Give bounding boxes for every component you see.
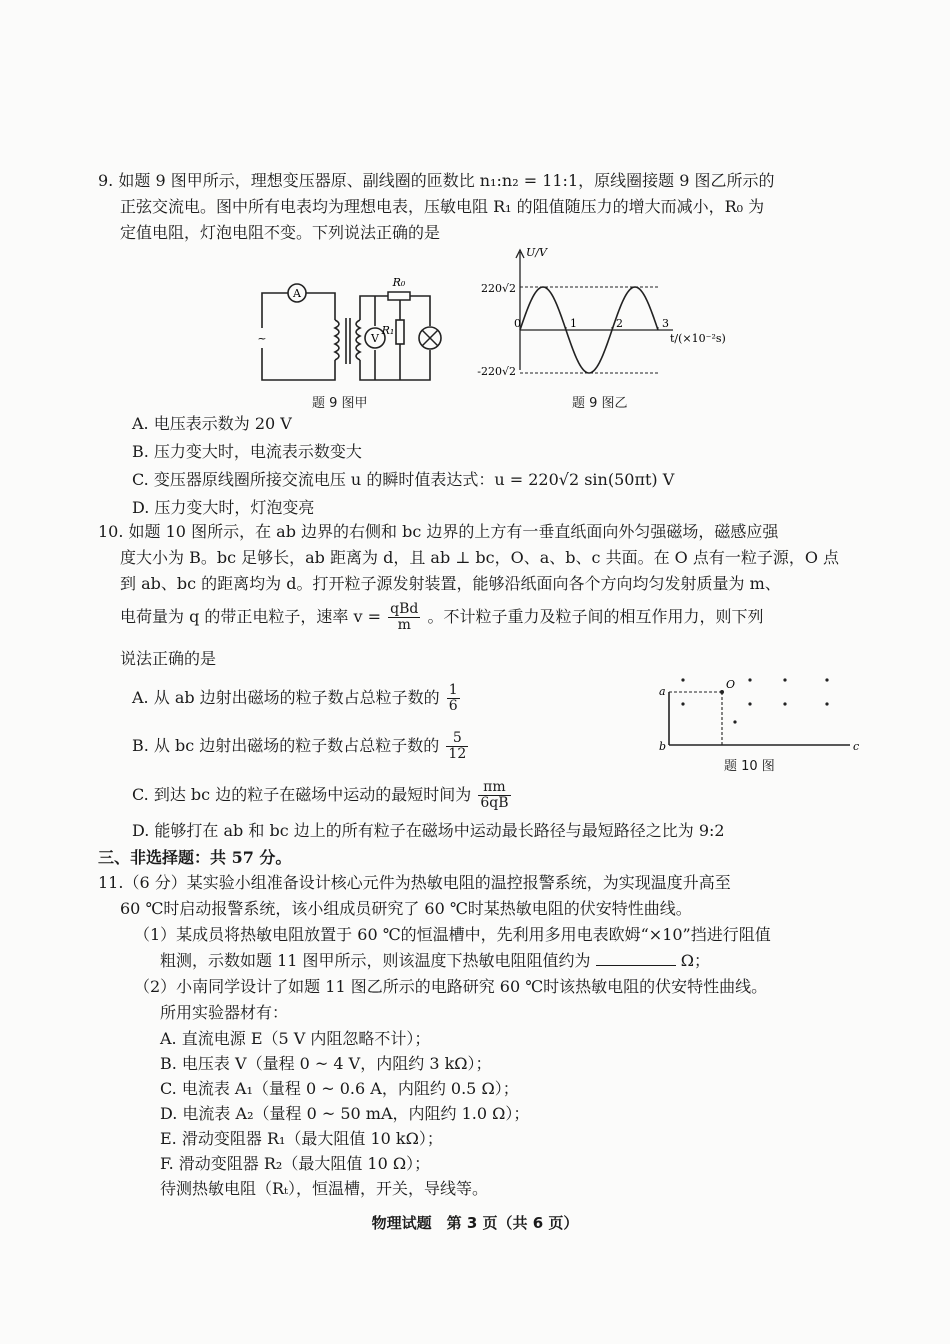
label-o: O [726, 678, 736, 691]
q10-field-diagram [655, 672, 865, 757]
q11-part2-line1: （2）小南同学设计了如题 11 图乙所示的电路研究 60 ℃时该热敏电阻的伏安特性曲线。 [134, 977, 768, 996]
frac-c-num: πm [478, 780, 510, 796]
material-item: D. 电流表 A₂（量程 0 ~ 50 mA，内阻约 1.0 Ω）； [160, 1104, 530, 1123]
q11-stem-line2: 60 ℃时启动报警系统，该小组成员研究了 60 ℃时某热敏电阻的伏安特性曲线。 [120, 899, 692, 918]
frac-c [478, 780, 510, 811]
material-item: F. 滑动变阻器 R₂（最大阻值 10 Ω）； [160, 1154, 431, 1173]
x-tick-label: 0 [514, 317, 521, 330]
q9-fig-b-caption: 题 9 图乙 [572, 396, 628, 411]
answer-blank[interactable] [596, 951, 676, 966]
q9-circuit-diagram [250, 268, 450, 393]
q11-part1-line2 [160, 950, 710, 972]
q10-fig-caption: 题 10 图 [724, 759, 775, 774]
q9-stem-line1: 9. 如题 9 图甲所示，理想变压器原、副线圈的匝数比 n₁:n₂ = 11:1，原线圈接题 9 图乙所示的 [98, 171, 775, 190]
q9-option-a: A. 电压表示数为 20 V [132, 414, 292, 433]
q9-voltage-chart [468, 244, 726, 384]
q10-option-c [132, 780, 513, 811]
frac-b-den: 12 [448, 746, 467, 762]
ammeter-label: A [293, 287, 301, 300]
q10-option-a-text: A. 从 ab 边射出磁场的粒子数占总粒子数的 [132, 688, 440, 707]
q10-option-b [132, 731, 470, 762]
voltmeter-label: V [371, 332, 379, 345]
material-item: B. 电压表 V（量程 0 ~ 4 V，内阻约 3 kΩ）； [160, 1054, 492, 1073]
q10-option-b-text: B. 从 bc 边射出磁场的粒子数占总粒子数的 [132, 736, 440, 755]
q11-part2-line2: 所用实验器材有： [160, 1003, 289, 1022]
speed-den: m [397, 617, 411, 633]
q10-option-c-text: C. 到达 bc 边的粒子在磁场中运动的最短时间为 [132, 785, 472, 804]
q10-stem-tail: 。不计粒子重力及粒子间的相互作用力，则下列 [427, 607, 764, 626]
field-dots [681, 678, 828, 723]
frac-b-num: 5 [446, 731, 468, 747]
page-footer: 物理试题 第 3 页（共 6 页） [371, 1214, 579, 1232]
amp-neg-label: -220√2 [477, 365, 516, 378]
amp-pos-label: 220√2 [480, 282, 516, 295]
label-b: b [659, 740, 667, 753]
q10-speed-text: 电荷量为 q 的带正电粒子，速率 v = [120, 607, 382, 626]
q11-part1-line1: （1）某成员将热敏电阻放置于 60 ℃的恒温槽中，先利用多用电表欧姆“×10”挡进行阻值 [134, 925, 771, 944]
ac-source-icon: ~ [257, 332, 267, 345]
q9-stem-line2: 正弦交流电。图中所有电表均为理想电表，压敏电阻 R₁ 的阻值随压力的增大而减小，R₀ 为 [120, 197, 765, 216]
material-item: A. 直流电源 E（5 V 内阻忽略不计）； [160, 1029, 431, 1048]
q10-stem-line5: 说法正确的是 [120, 649, 217, 668]
label-a: a [659, 685, 666, 698]
q11-part1-text: 粗测，示数如题 11 图甲所示，则该温度下热敏电阻阻值约为 [160, 951, 591, 970]
q10-stem-line2: 度大小为 B。bc 足够长，ab 距离为 d，且 ab ⊥ bc，O、a、b、c 共面。在 O 点有一粒子源，O 点 [120, 548, 840, 567]
speed-num: qBd [390, 601, 419, 617]
q11-stem-line1: 11.（6 分）某实验小组准备设计核心元件为热敏电阻的温控报警系统，为实现温度升高至 [98, 873, 731, 892]
source-point-o [720, 690, 724, 694]
frac-a-num: 1 [448, 682, 458, 698]
x-axis-label: t/(×10⁻²s) [670, 332, 726, 345]
q9-option-b: B. 压力变大时，电流表示数变大 [132, 442, 362, 461]
r1-label: R₁ [381, 324, 395, 337]
material-item: C. 电流表 A₁（量程 0 ~ 0.6 A，内阻约 0.5 Ω）； [160, 1079, 519, 1098]
y-axis-label: U/V [526, 246, 547, 259]
q10-option-d: D. 能够打在 ab 和 bc 边上的所有粒子在磁场中运动最长路径与最短路径之比为 9:2 [132, 821, 725, 840]
q10-stem-line1: 10. 如题 10 图所示，在 ab 边界的右侧和 bc 边界的上方有一垂直纸面向外匀强磁场，磁感应强 [98, 522, 779, 541]
frac-b [446, 731, 468, 762]
q9-stem-line3: 定值电阻，灯泡电阻不变。下列说法正确的是 [120, 223, 441, 242]
material-item: 待测热敏电阻（Rₜ），恒温槽，开关，导线等。 [160, 1179, 488, 1198]
label-c: c [853, 740, 860, 753]
frac-a [447, 683, 460, 714]
q9-option-c: C. 变压器原线圈所接交流电压 u 的瞬时值表达式：u = 220√2 sin(50πt) V [132, 470, 675, 489]
q9-fig-a-caption: 题 9 图甲 [312, 396, 368, 411]
x-tick-label: 2 [616, 317, 623, 330]
q11-part1-unit: Ω； [680, 951, 711, 970]
speed-fraction [388, 602, 420, 633]
q10-stem-line4 [120, 602, 763, 633]
r0-label: R₀ [392, 276, 406, 289]
q9-option-d: D. 压力变大时，灯泡变亮 [132, 498, 315, 517]
material-item: E. 滑动变阻器 R₁（最大阻值 10 kΩ）； [160, 1129, 443, 1148]
x-tick-label: 3 [662, 317, 669, 330]
r0-resistor [388, 292, 410, 300]
frac-c-den: 6qB [480, 795, 509, 811]
q10-stem-line3: 到 ab、bc 的距离均为 d。打开粒子源发射装置，能够沿纸面向各个方向均匀发射质量为 m、 [120, 574, 781, 593]
x-tick-label: 1 [570, 317, 577, 330]
section-3-heading: 三、非选择题：共 57 分。 [98, 848, 292, 867]
q10-option-a [132, 683, 462, 714]
frac-a-den: 6 [448, 698, 458, 714]
